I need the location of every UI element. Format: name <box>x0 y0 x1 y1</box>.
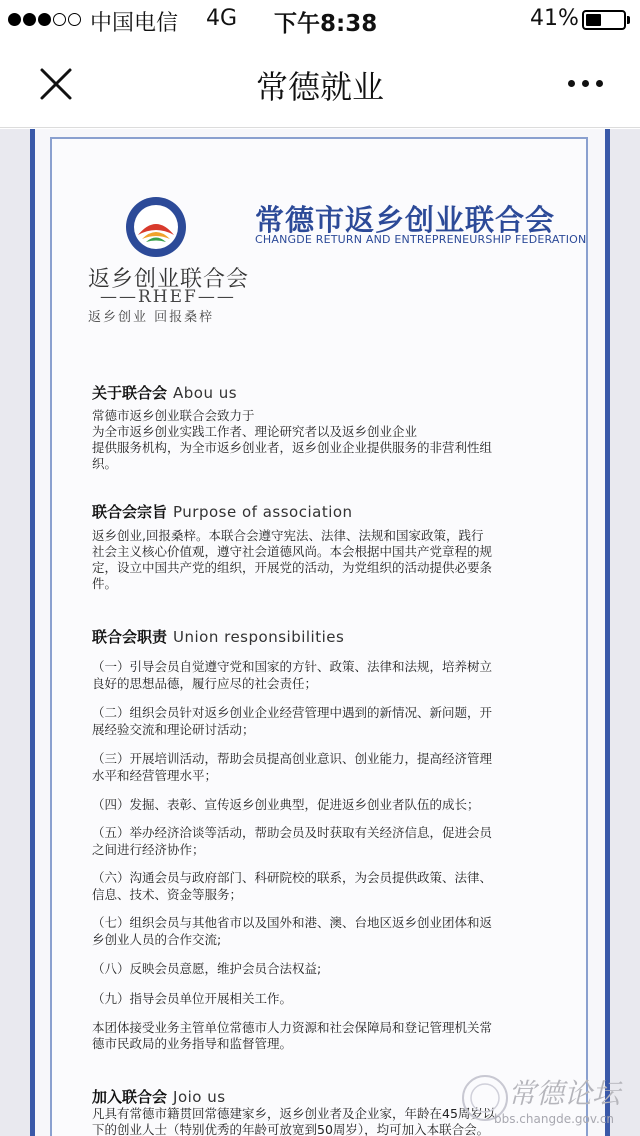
status-time: 下午8:38 <box>274 11 378 37</box>
join-text: 凡具有常德市籍贯回常德建家乡，返乡创业者及企业家，年龄在45周岁以 下的创业人士（特别优秀的年龄可放宽到50周岁），均可加入本联合会。 <box>92 1106 496 1136</box>
logo-slogan: 返乡创业 回报桑梓 <box>88 310 215 325</box>
page-title: 常德就业 <box>255 68 384 106</box>
battery-icon <box>582 10 626 30</box>
responsibility-item: （二）组织会员针对返乡创业企业经营管理中遇到的新情况、新问题，开 展经验交流和理论研讨活动； <box>92 705 493 737</box>
watermark-text: 常德论坛 <box>508 1077 621 1110</box>
federation-logo-icon <box>124 195 188 259</box>
status-bar <box>0 0 640 40</box>
federation-name-cn: 常德市返乡创业联合会 <box>255 203 556 237</box>
federation-name-en: CHANGDE RETURN AND ENTREPRENEURSHIP FEDERATION <box>255 233 587 246</box>
purpose-text: 返乡创业,回报桑梓。本联合会遵守宪法、法律、法规和国家政策，践行 社会主义核心价值观，遵守社会道德风尚。本会根据中国共产党章程的规 定，设立中国共产党的组织，开展党的活动，为党组织的活动提供必要条 件。 <box>92 528 493 591</box>
section-title-join: 加入联合会 Joio us <box>92 1088 226 1106</box>
watermark-url: bbs.changde.gov.cn <box>494 1112 615 1126</box>
responsibility-item: （八）反映会员意愿，维护会员合法权益; <box>92 961 322 976</box>
responsibility-item: （六）沟通会员与政府部门、科研院校的联系，为会员提供政策、法律、 信息、技术、资金等服务； <box>92 870 493 902</box>
nav-bar <box>0 40 640 128</box>
more-icon <box>568 80 575 87</box>
battery-fill <box>586 14 601 26</box>
responsibility-item: （九）指导会员单位开展相关工作。 <box>92 991 293 1006</box>
battery-percent: 41% <box>530 6 579 31</box>
more-button[interactable] <box>560 68 610 98</box>
battery-tip <box>627 16 630 24</box>
responsibility-item: （七）组织会员与其他省市以及国外和港、澳、台地区返乡创业团体和返 乡创业人员的合作交流; <box>92 915 493 947</box>
signal-strength-icon <box>8 13 81 26</box>
section-title-about: 关于联合会 Abou us <box>92 384 238 402</box>
section-title-purpose: 联合会宗旨 Purpose of association <box>92 503 353 521</box>
logo-name: 返乡创业联合会 <box>88 267 250 292</box>
responsibility-item: （一）引导会员自觉遵守党和国家的方针、政策、法律和法规，培养树立 良好的思想品德，履行应尽的社会责任； <box>92 659 493 691</box>
logo-abbr: ——RHEF—— <box>100 287 236 307</box>
supervision-note: 本团体接受业务主管单位常德市人力资源和社会保障局和登记管理机关常 德市民政局的业务指导和监督管理。 <box>92 1020 493 1051</box>
carrier-name: 中国电信 <box>90 11 179 36</box>
responsibility-item: （五）举办经济洽谈等活动，帮助会员及时获取有关经济信息，促进会员 之间进行经济协作； <box>92 825 493 857</box>
section-title-responsibilities: 联合会职责 Union responsibilities <box>92 628 345 646</box>
responsibility-item: （三）开展培训活动，帮助会员提高创业意识、创业能力，提高经济管理 水平和经营管理水平； <box>92 751 493 783</box>
about-text: 常德市返乡创业联合会致力于 为全市返乡创业实践工作者、理论研究者以及返乡创业企业 提供服务机构，为全市返乡创业者，返乡创业企业提供服务的非营利性组 织。 <box>92 408 493 471</box>
network-type: 4G <box>206 6 238 31</box>
responsibility-item: （四）发掘、表彰、宣传返乡创业典型，促进返乡创业者队伍的成长； <box>92 797 480 812</box>
